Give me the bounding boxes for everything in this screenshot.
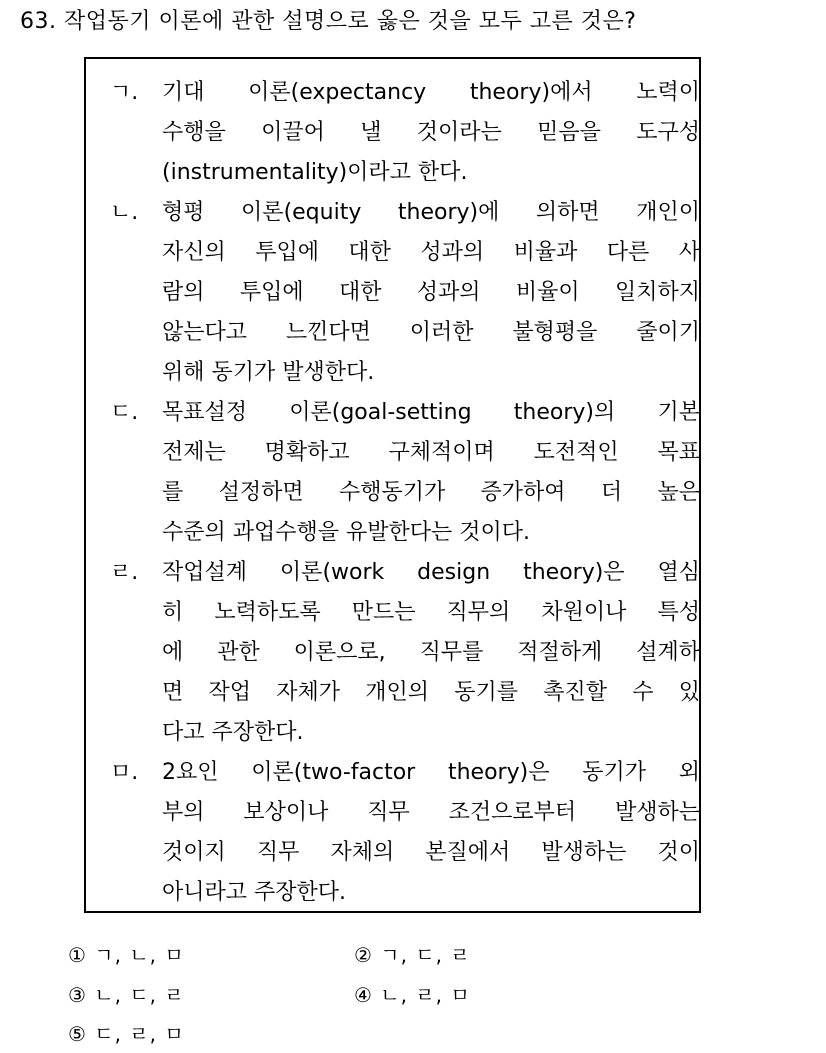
statement-line: 를 설정하면 수행동기가 증가하여 더 높은 bbox=[162, 480, 700, 505]
statement-line: 수준의 과업수행을 유발한다는 것이다. bbox=[162, 520, 531, 545]
statement-marker: ㅁ. bbox=[110, 760, 139, 785]
statement-line: 자신의 투입에 대한 성과의 비율과 다른 사 bbox=[162, 240, 700, 265]
statement-line: 작업설계 이론(work design theory)은 열심 bbox=[162, 560, 700, 585]
statement-line: 목표설정 이론(goal-setting theory)의 기본 bbox=[162, 400, 700, 425]
statement-line: 면 작업 자체가 개인의 동기를 촉진할 수 있 bbox=[162, 680, 700, 705]
statement-marker: ㄱ. bbox=[110, 80, 139, 105]
statement-line: 형평 이론(equity theory)에 의하면 개인이 bbox=[162, 200, 700, 225]
statement-line: 부의 보상이나 직무 조건으로부터 발생하는 bbox=[162, 800, 700, 825]
answer-choice-4[interactable]: ④ ㄴ, ㄹ, ㅁ bbox=[354, 983, 471, 1007]
statement-line: 에 관한 이론으로, 직무를 적절하게 설계하 bbox=[162, 640, 700, 665]
statement-box bbox=[84, 57, 701, 913]
statement-line: 아니라고 주장한다. bbox=[162, 880, 347, 905]
statement-line: 다고 주장한다. bbox=[162, 720, 304, 745]
statement-marker: ㄷ. bbox=[110, 400, 139, 425]
answer-choice-1[interactable]: ① ㄱ, ㄴ, ㅁ bbox=[68, 943, 185, 967]
statement-line: (instrumentality)이라고 한다. bbox=[162, 160, 468, 185]
answer-choice-5[interactable]: ⑤ ㄷ, ㄹ, ㅁ bbox=[68, 1022, 185, 1046]
statement-line: 것이지 직무 자체의 본질에서 발생하는 것이 bbox=[162, 840, 700, 865]
statement-line: 수행을 이끌어 낼 것이라는 믿음을 도구성 bbox=[162, 120, 700, 145]
question-title: 63. 작업동기 이론에 관한 설명으로 옳은 것을 모두 고른 것은? bbox=[20, 9, 637, 34]
statement-line: 히 노력하도록 만드는 직무의 차원이나 특성 bbox=[162, 600, 700, 625]
statement-line: 2요인 이론(two-factor theory)은 동기가 외 bbox=[162, 760, 700, 785]
statement-line: 전제는 명확하고 구체적이며 도전적인 목표 bbox=[162, 440, 700, 465]
statement-marker: ㄴ. bbox=[110, 200, 139, 225]
answer-choice-3[interactable]: ③ ㄴ, ㄷ, ㄹ bbox=[68, 983, 185, 1007]
statement-line: 않는다고 느낀다면 이러한 불형평을 줄이기 bbox=[162, 320, 700, 345]
answer-choice-2[interactable]: ② ㄱ, ㄷ, ㄹ bbox=[354, 943, 471, 967]
statement-line: 기대 이론(expectancy theory)에서 노력이 bbox=[162, 80, 700, 105]
statement-line: 위해 동기가 발생한다. bbox=[162, 360, 375, 385]
statement-line: 람의 투입에 대한 성과의 비율이 일치하지 bbox=[162, 280, 700, 305]
statement-marker: ㄹ. bbox=[110, 560, 139, 585]
